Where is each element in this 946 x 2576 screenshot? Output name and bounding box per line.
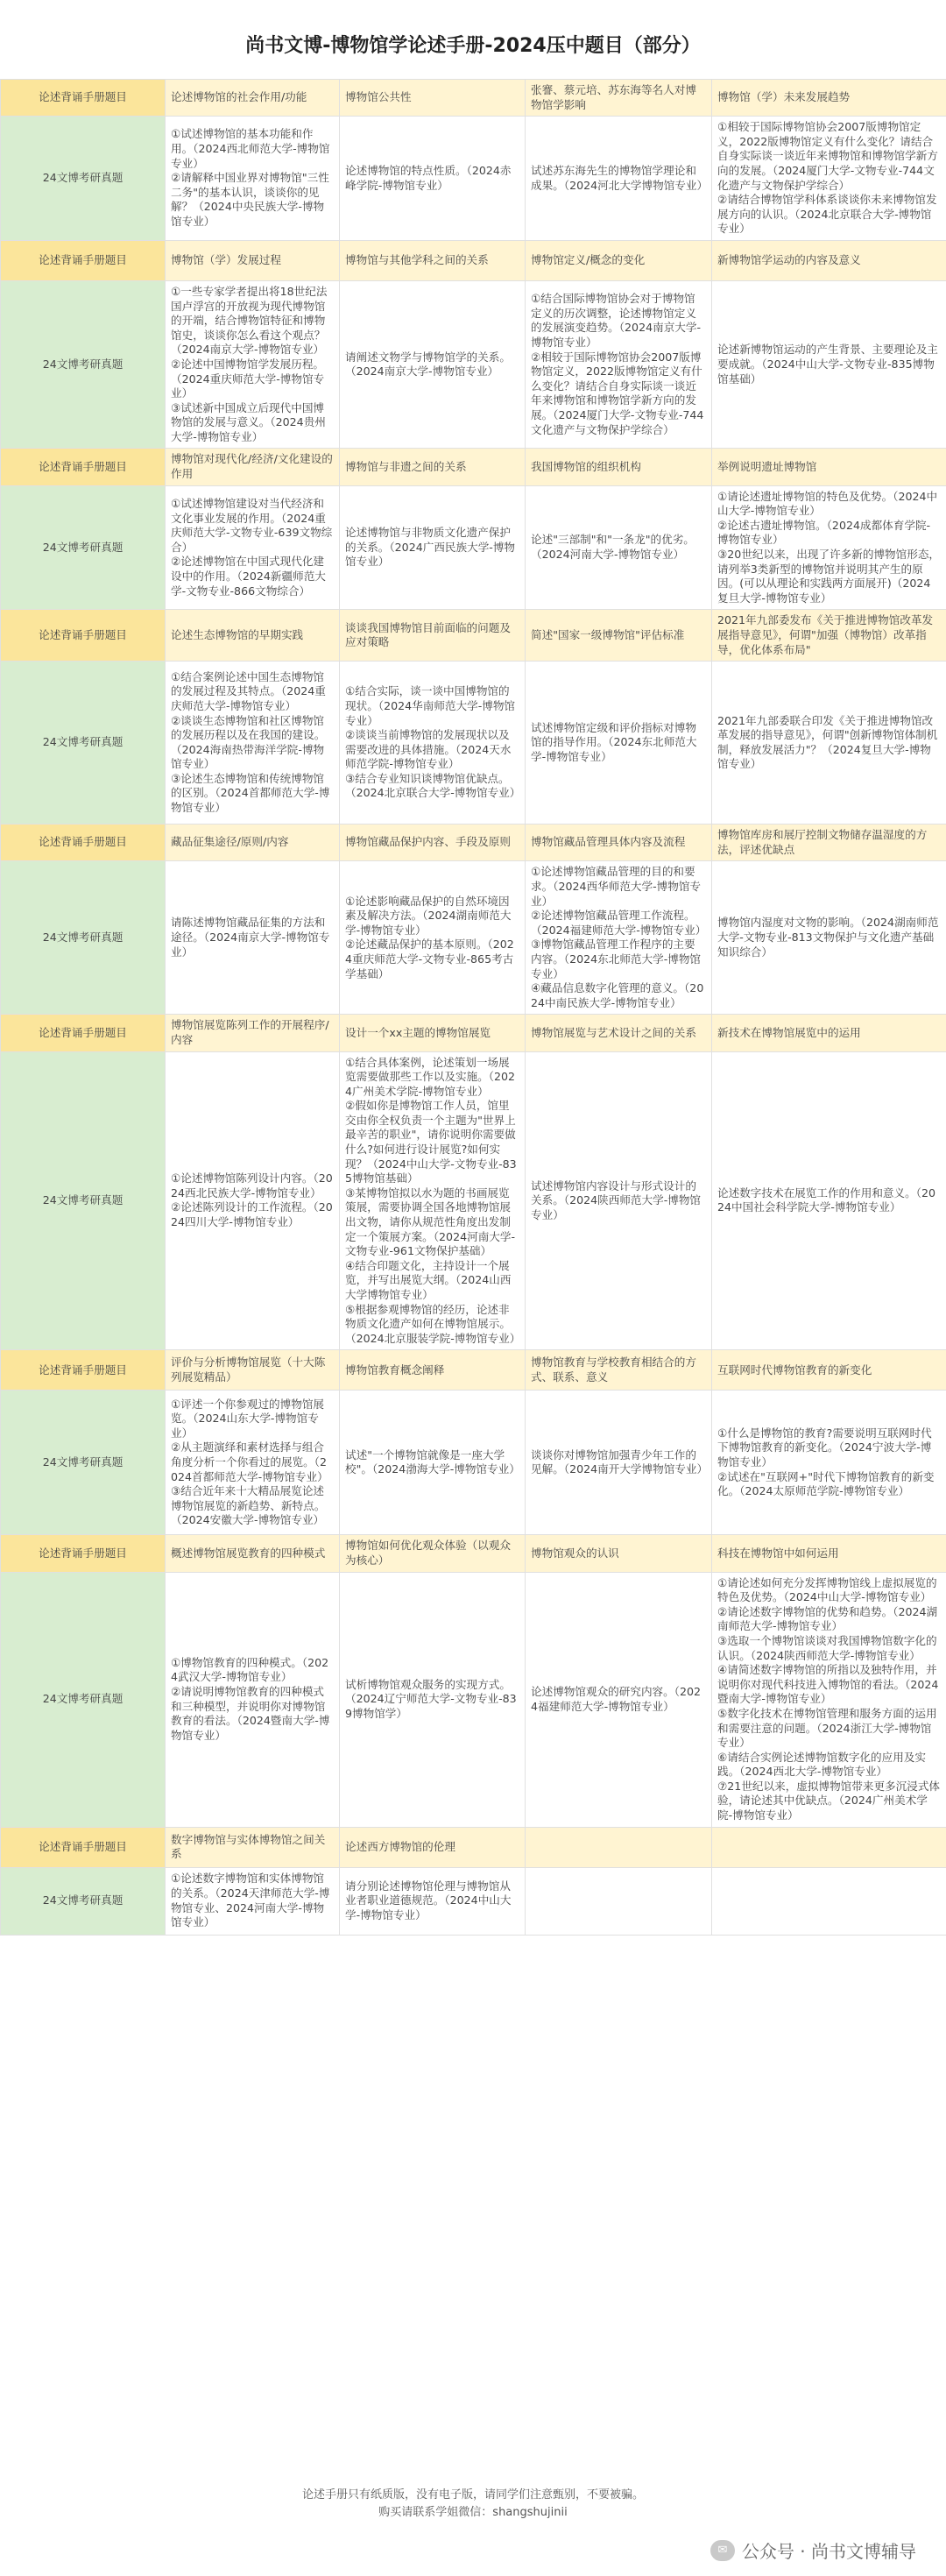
exam-question: ②谈谈生态博物馆和社区博物馆的发展历程以及在我国的建设。（2024海南热带海洋学院-博物馆专业）: [171, 713, 326, 771]
footer-line-1: 论述手册只有纸质版，没有电子版，请同学们注意甄别，不要被骗。: [301, 2488, 644, 2502]
exam-question-cell: [712, 280, 946, 449]
exam-question-cell: [166, 280, 340, 449]
exam-question-cell: [340, 1867, 526, 1935]
exam-question: ③选取一个博物馆谈谈对我国博物馆数字化的认识。（2024陕西师范大学-博物馆专业）: [717, 1633, 937, 1662]
topic-heading: 博物馆藏品管理具体内容及流程: [526, 824, 712, 861]
exam-question: ②假如你是博物馆工作人员，馆里交由你全权负责一个主题为"世界上最辛苦的职业"，请你说明你需要做什么?如何进行设计展览?如何实现？（2024中山大学-文物专业-835博物馆基础）: [345, 1099, 517, 1185]
section-body-row: [1, 1391, 946, 1535]
exam-question-cell: [166, 117, 340, 241]
row-label-body: 24文博考研真题: [1, 280, 166, 449]
topic-heading: 论述博物馆的社会作用/功能: [166, 80, 340, 117]
exam-question: ①论述博物馆藏品管理的目的和要求。（2024西华师范大学-博物馆专业）: [531, 865, 702, 908]
exam-question: ③论述生态博物馆和传统博物馆的区别。（2024首都师范大学-博物馆专业）: [171, 771, 330, 815]
exam-question: ①相较于国际博物馆协会2007版博物馆定义，2022版博物馆定义有什么变化？请结合自身实际谈一谈近年来博物馆和博物馆学新方向的发展。（2024厦门大学-文物专业-744文化遗产与文物保护学综合）: [717, 120, 938, 192]
row-label-body: 24文博考研真题: [1, 1391, 166, 1535]
exam-question: ②从主题演绎和素材选择与组合角度分析一个你看过的展览。（2024首都师范大学-博物馆专业）: [171, 1440, 328, 1483]
topic-heading: 博物馆（学）未来发展趋势: [712, 80, 946, 117]
exam-question-cell: [526, 1051, 712, 1350]
exam-question: ①博物馆教育的四种模式。（2024武汉大学-博物馆专业）: [171, 1655, 329, 1684]
topic-heading: 设计一个xx主题的博物馆展览: [340, 1015, 526, 1051]
topic-heading: 论述西方博物馆的伦理: [340, 1827, 526, 1867]
topic-heading: 博物馆定义/概念的变化: [526, 240, 712, 280]
exam-question: ②论述陈列设计的工作流程。（2024四川大学-博物馆专业）: [171, 1200, 333, 1229]
exam-question-cell: [166, 485, 340, 610]
section-body-row: [1, 117, 946, 241]
exam-question-cell: [526, 1867, 712, 1935]
topic-heading: 博物馆教育概念阐释: [340, 1350, 526, 1391]
questions-table: [0, 79, 946, 1936]
topic-heading: 论述生态博物馆的早期实践: [166, 610, 340, 662]
brand-text: 公众号 · 尚书文博辅导: [741, 2541, 916, 2562]
exam-question-cell: [340, 1391, 526, 1535]
topic-heading: 博物馆藏品保护内容、手段及原则: [340, 824, 526, 861]
exam-question: ②谈谈当前博物馆的发展现状以及需要改进的具体措施。（2024天水师范学院-博物馆专业）: [345, 728, 512, 771]
topic-heading: 博物馆公共性: [340, 80, 526, 117]
topic-heading: 评价与分析博物馆展览（十大陈列展览精品）: [166, 1350, 340, 1391]
exam-question: ②请结合博物馆学科体系谈谈你未来博物馆发展方向的认识。（2024北京联合大学-博物馆专业）: [717, 193, 937, 236]
exam-question-cell: [712, 1867, 946, 1935]
exam-question-cell: [166, 1051, 340, 1350]
topic-heading: 简述"国家一级博物馆"评估标准: [526, 610, 712, 662]
exam-question-cell: [340, 280, 526, 449]
exam-question: ②论述藏品保护的基本原则。（2024重庆师范大学-文物专业-865考古学基础）: [345, 938, 514, 980]
topic-heading: 博物馆对现代化/经济/文化建设的作用: [166, 449, 340, 485]
exam-question: ②请解释中国业界对博物馆"三性二务"的基本认识，谈谈你的见解？（2024中央民族大学-博物馆专业）: [171, 171, 329, 229]
exam-question-cell: [526, 485, 712, 610]
exam-question: ⑥请结合实例论述博物馆数字化的应用及实践。（2024西北大学-博物馆专业）: [717, 1750, 926, 1779]
exam-question-cell: [340, 1572, 526, 1827]
exam-question: ①结合实际，谈一谈中国博物馆的现状。（2024华南师范大学-博物馆专业）: [345, 684, 516, 727]
exam-question: 请阐述文物学与博物馆学的关系。（2024南京大学-博物馆专业）: [345, 350, 511, 379]
row-label-body: 24文博考研真题: [1, 662, 166, 824]
row-label-body: 24文博考研真题: [1, 861, 166, 1015]
exam-question-cell: [340, 1051, 526, 1350]
exam-question: ④结合印题文化，主持设计一个展览，并写出展览大纲。（2024山西大学博物馆专业）: [345, 1258, 512, 1301]
section-body-row: [1, 662, 946, 824]
topic-heading: 博物馆与非遗之间的关系: [340, 449, 526, 485]
exam-question: 试述苏东海先生的博物馆学理论和成果。（2024河北大学博物馆专业）: [531, 163, 709, 192]
exam-question: ②请说明博物馆教育的四种模式和三种模型，并说明你对博物馆教育的看法。（2024暨南大学-博物馆专业）: [171, 1685, 330, 1742]
section-head-row: [1, 610, 946, 662]
row-label-body: 24文博考研真题: [1, 485, 166, 610]
exam-question: 2021年九部委联合印发《关于推进博物馆改革发展的指导意见》，何谓"创新博物馆体制机制，释放发展活力"？（2024复旦大学-博物馆专业）: [717, 713, 938, 771]
exam-question-cell: [340, 662, 526, 824]
topic-heading: [526, 1827, 712, 1867]
section-body-row: [1, 485, 946, 610]
exam-question: 试述博物馆内容设计与形式设计的关系。（2024陕西师范大学-博物馆专业）: [531, 1178, 702, 1221]
exam-question: 论述博物馆观众的研究内容。（2024福建师范大学-博物馆专业）: [531, 1685, 702, 1713]
exam-question: ②论述中国博物馆学发展历程。（2024重庆师范大学-博物馆专业）: [171, 357, 325, 400]
exam-question: ⑦21世纪以来，虚拟博物馆带来更多沉浸式体验，请论述其中优缺点。（2024广州美术学院-博物馆专业）: [717, 1779, 941, 1822]
exam-question-cell: [712, 1051, 946, 1350]
exam-question: ①论述数字博物馆和实体博物馆的关系。（2024天津师范大学-博物馆专业、2024河南大学-博物馆专业）: [171, 1872, 330, 1929]
exam-question-cell: [712, 117, 946, 241]
wechat-official-account-icon: ✉: [710, 2540, 735, 2561]
topic-heading: 数字博物馆与实体博物馆之间关系: [166, 1827, 340, 1867]
exam-question-cell: [526, 1391, 712, 1535]
section-head-row: [1, 240, 946, 280]
topic-heading: 博物馆库房和展厅控制文物储存温湿度的方法，评述优缺点: [712, 824, 946, 861]
row-label-body: 24文博考研真题: [1, 1572, 166, 1827]
section-head-row: [1, 80, 946, 117]
footer-notice: [0, 2487, 946, 2522]
exam-question-cell: [166, 662, 340, 824]
exam-question-cell: [340, 485, 526, 610]
row-label-head: 论述背诵手册题目: [1, 610, 166, 662]
topic-heading: 藏品征集途径/原则/内容: [166, 824, 340, 861]
exam-question: ②相较于国际博物馆协会2007版博物馆定义，2022版博物馆定义有什么变化？请结合自身实际谈一谈近年来博物馆和博物馆学新方向的发展。（2024厦门大学-文物专业-744文化遗产与文物保护学综合）: [531, 350, 704, 436]
exam-question: ③博物馆藏品管理工作程序的主要内容。（2024东北师范大学-博物馆专业）: [531, 938, 702, 980]
row-label-head: 论述背诵手册题目: [1, 80, 166, 117]
exam-question-cell: [166, 861, 340, 1015]
topic-heading: 博物馆与其他学科之间的关系: [340, 240, 526, 280]
exam-question-cell: [526, 861, 712, 1015]
topic-heading: 博物馆（学）发展过程: [166, 240, 340, 280]
exam-question: ⑤数字化技术在博物馆管理和服务方面的运用和需要注意的问题。（2024浙江大学-博物馆专业）: [717, 1706, 937, 1750]
exam-question: ⑤根据参观博物馆的经历，论述非物质文化遗产如何在博物馆展示。（2024北京服装学院-博物馆专业）: [345, 1302, 521, 1345]
exam-question-cell: [712, 662, 946, 824]
exam-question: ①请论述遗址博物馆的特色及优势。（2024中山大学-博物馆专业）: [717, 489, 938, 518]
row-label-body: 24文博考研真题: [1, 1051, 166, 1350]
exam-question: 论述新博物馆运动的产生背景、主要理论及主要成就。（2024中山大学-文物专业-835博物馆基础）: [717, 343, 938, 386]
section-head-row: [1, 1015, 946, 1051]
row-label-body: 24文博考研真题: [1, 1867, 166, 1935]
exam-question: ①请论述如何充分发挥博物馆线上虚拟展览的特色及优势。（2024中山大学-博物馆专业）: [717, 1575, 937, 1604]
row-label-head: 论述背诵手册题目: [1, 449, 166, 485]
section-head-row: [1, 1827, 946, 1867]
exam-question: 试述博物馆定级和评价指标对博物馆的指导作用。（2024东北师范大学-博物馆专业）: [531, 720, 697, 763]
exam-question: 论述"三部制"和"一条龙"的优劣。（2024河南大学-博物馆专业）: [531, 533, 695, 562]
exam-question: ①论述博物馆陈列设计内容。（2024西北民族大学-博物馆专业）: [171, 1171, 333, 1200]
exam-question: ①试述博物馆的基本功能和作用。（2024西北师范大学-博物馆专业）: [171, 127, 330, 170]
section-body-row: [1, 1051, 946, 1350]
exam-question-cell: [526, 1572, 712, 1827]
exam-question-cell: [712, 861, 946, 1015]
exam-question: ②请论述数字博物馆的优势和趋势。（2024湖南师范大学-博物馆专业）: [717, 1604, 938, 1633]
topic-heading: 举例说明遗址博物馆: [712, 449, 946, 485]
exam-question-cell: [526, 117, 712, 241]
topic-heading: 互联网时代博物馆教育的新变化: [712, 1350, 946, 1391]
exam-question-cell: [712, 485, 946, 610]
exam-question-cell: [166, 1867, 340, 1935]
section-body-row: [1, 861, 946, 1015]
exam-question: 谈谈你对博物馆加强青少年工作的见解。（2024南开大学博物馆专业）: [531, 1447, 709, 1476]
section-head-row: [1, 449, 946, 485]
exam-question: ③结合近年来十大精品展览论述博物馆展览的新趋势、新特点。（2024安徽大学-博物馆专业）: [171, 1484, 326, 1527]
exam-question: 论述博物馆与非物质文化遗产保护的关系。（2024广西民族大学-博物馆专业）: [345, 526, 516, 569]
row-label-body: 24文博考研真题: [1, 117, 166, 241]
exam-question: 请陈述博物馆藏品征集的方法和途径。（2024南京大学-博物馆专业）: [171, 916, 330, 959]
topic-heading: 谈谈我国博物馆目前面临的问题及应对策略: [340, 610, 526, 662]
exam-question: ③某博物馆拟以水为题的书画展览策展，需要协调全国各地博物馆展出文物，请你从规范性角度出发制定一个策展方案。（2024河南大学-文物专业-961文物保护基础）: [345, 1185, 516, 1258]
exam-question: ④藏品信息数字化管理的意义。（2024中南民族大学-博物馆专业）: [531, 981, 704, 1009]
footer-contact-label: 购买请联系学姐微信：: [378, 2506, 493, 2519]
section-body-row: [1, 1867, 946, 1935]
exam-question: ②论述博物馆在中国式现代化建设中的作用。（2024新疆师范大学-文物专业-866文物综合）: [171, 555, 326, 598]
row-label-head: 论述背诵手册题目: [1, 1015, 166, 1051]
exam-question: ①结合案例论述中国生态博物馆的发展过程及其特点。（2024重庆师范大学-博物馆专业）: [171, 669, 326, 712]
exam-question: ②试述在"互联网+"时代下博物馆教育的新变化。（2024太原师范学院-博物馆专业）: [717, 1469, 935, 1498]
exam-question-cell: [166, 1391, 340, 1535]
exam-question: ③结合专业知识谈博物馆优缺点。（2024北京联合大学-博物馆专业）: [345, 771, 521, 800]
exam-question: ①试述博物馆建设对当代经济和文化事业发展的作用。（2024重庆师范大学-文物专业-639文物综合）: [171, 496, 333, 554]
exam-question-cell: [712, 1572, 946, 1827]
exam-question: ①结合国际博物馆协会对于博物馆定义的历次调整，论述博物馆定义的发展演变趋势。（2024南京大学-博物馆专业）: [531, 292, 702, 350]
exam-question-cell: [340, 861, 526, 1015]
topic-heading: 博物馆展览与艺术设计之间的关系: [526, 1015, 712, 1051]
topic-heading: 科技在博物馆中如何运用: [712, 1535, 946, 1572]
exam-question-cell: [712, 1391, 946, 1535]
exam-question-cell: [526, 280, 712, 449]
topic-heading: 博物馆展览陈列工作的开展程序/内容: [166, 1015, 340, 1051]
topic-heading: 新博物馆学运动的内容及意义: [712, 240, 946, 280]
section-head-row: [1, 824, 946, 861]
topic-heading: 张謇、蔡元培、苏东海等名人对博物馆学影响: [526, 80, 712, 117]
row-label-head: 论述背诵手册题目: [1, 240, 166, 280]
topic-heading: 2021年九部委发布《关于推进博物馆改革发展指导意见》，何谓"加强（博物馆）改革指导，优化体系布局": [712, 610, 946, 662]
exam-question: ③试述新中国成立后现代中国博物馆的发展与意义。（2024贵州大学-博物馆专业）: [171, 400, 326, 443]
row-label-head: 论述背诵手册题目: [1, 1350, 166, 1391]
exam-question: 试析博物馆观众服务的实现方式。（2024辽宁师范大学-文物专业-839博物馆学）: [345, 1677, 517, 1720]
row-label-head: 论述背诵手册题目: [1, 1827, 166, 1867]
topic-heading: 新技术在博物馆展览中的运用: [712, 1015, 946, 1051]
exam-question: ①论述影响藏品保护的自然环境因素及解决方法。（2024湖南师范大学-博物馆专业）: [345, 894, 512, 937]
exam-question: ②论述古遗址博物馆。（2024成都体育学院-博物馆专业）: [717, 518, 931, 547]
topic-heading: 博物馆观众的认识: [526, 1535, 712, 1572]
exam-question: ①评述一个你参观过的博物馆展览。（2024山东大学-博物馆专业）: [171, 1397, 325, 1440]
exam-question: ②论述博物馆藏品管理工作流程。（2024福建师范大学-博物馆专业）: [531, 909, 707, 937]
row-label-head: 论述背诵手册题目: [1, 824, 166, 861]
exam-question: 试述"一个博物馆就像是一座大学校"。（2024渤海大学-博物馆专业）: [345, 1447, 520, 1476]
topic-heading: 博物馆如何优化观众体验（以观众为核心）: [340, 1535, 526, 1572]
footer-wechat-id: shangshujinii: [492, 2506, 568, 2519]
exam-question: ①一些专家学者提出将18世纪法国卢浮宫的开放视为现代博物馆的开端，结合博物馆特征和博物馆史，谈谈你怎么看这个观点？（2024南京大学-博物馆专业）: [171, 284, 328, 357]
exam-question: ①结合具体案例，论述策划一场展览需要做那些工作以及实施。（2024广州美术学院-博物馆专业）: [345, 1055, 516, 1098]
row-label-head: 论述背诵手册题目: [1, 1535, 166, 1572]
section-head-row: [1, 1350, 946, 1391]
topic-heading: 我国博物馆的组织机构: [526, 449, 712, 485]
exam-question-cell: [526, 662, 712, 824]
exam-question-cell: [166, 1572, 340, 1827]
exam-question: 博物馆内湿度对文物的影响。（2024湖南师范大学-文物专业-813文物保护与文化遗产基础知识综合）: [717, 916, 939, 959]
exam-question: ③20世纪以来，出现了许多新的博物馆形态，请列举3类新型的博物馆并说明其产生的原因。(可以从理论和实践两方面展开)（2024复旦大学-博物馆专业）: [717, 548, 941, 605]
section-body-row: [1, 280, 946, 449]
exam-question: ④请简述数字博物馆的所指以及独特作用，并说明你对现代科技进入博物馆的看法。（2024暨南大学-博物馆专业）: [717, 1663, 939, 1706]
section-body-row: [1, 1572, 946, 1827]
exam-question-cell: [340, 117, 526, 241]
exam-question: 论述数字技术在展览工作的作用和意义。（2024中国社会科学院大学-博物馆专业）: [717, 1185, 936, 1214]
exam-question: 论述博物馆的特点性质。（2024赤峰学院-博物馆专业）: [345, 163, 512, 192]
topic-heading: [712, 1827, 946, 1867]
exam-question: ①什么是博物馆的教育?需要说明互联网时代下博物馆教育的新变化。（2024宁波大学-博物馆专业）: [717, 1426, 932, 1469]
topic-heading: 概述博物馆展览教育的四种模式: [166, 1535, 340, 1572]
brand-watermark: [710, 2537, 916, 2563]
section-head-row: [1, 1535, 946, 1572]
exam-question: 请分别论述博物馆伦理与博物馆从业者职业道德规范。（2024中山大学-博物馆专业）: [345, 1879, 512, 1921]
page-title: 尚书文博-博物馆学论述手册-2024压中题目（部分）: [245, 34, 701, 57]
topic-heading: 博物馆教育与学校教育相结合的方式、联系、意义: [526, 1350, 712, 1391]
footer-line-2: [0, 2504, 946, 2522]
